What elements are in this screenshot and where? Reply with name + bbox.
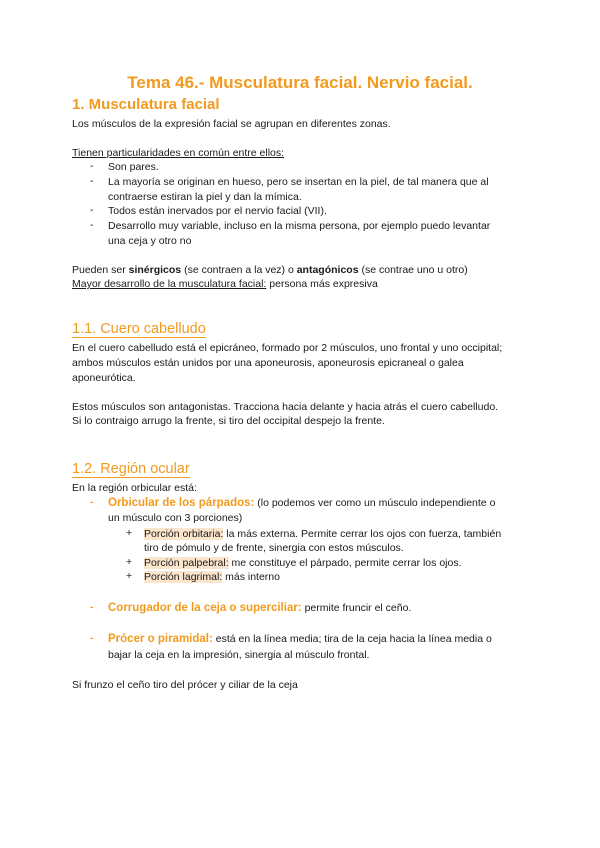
bullet-item: La mayoría se originan en hueso, pero se insertan en la piel, de tal manera que al <box>108 176 489 188</box>
corrugador-item: Corrugador de la ceja o superciliar: permite fruncir el ceño. <box>108 602 412 614</box>
procer-term: Prócer o piramidal: <box>108 633 213 645</box>
section-1-intro: Los músculos de la expresión facial se agrupan en diferentes zonas. <box>72 118 391 130</box>
bullet-dash: - <box>90 496 94 508</box>
common-label: Tienen particularidades en común entre ellos: <box>72 147 285 159</box>
bullet-item-continued: contraerse estiran la piel y dan la mímica. <box>108 191 302 203</box>
ocular-intro: En la región orbicular está: <box>72 482 197 494</box>
orbicular-item: Orbicular de los párpados: (lo podemos ver como un músculo independiente o <box>108 497 496 509</box>
mayor-desarrollo-line: Mayor desarrollo de la musculatura facial: persona más expresiva <box>72 278 378 290</box>
antagonist-paragraph-line: Si lo contraigo arrugo la frente, si tiro del occipital despejo la frente. <box>72 415 385 427</box>
bullet-dash: - <box>90 632 94 644</box>
synergy-line: Pueden ser sinérgicos (se contraen a la vez) o antagónicos (se contrae uno u otro) <box>72 264 468 276</box>
bullet-dash: - <box>90 601 94 613</box>
sub-item-palpebral: Porción palpebral: me constituye el párpado, permite cerrar los ojos. <box>144 557 462 569</box>
cuero-paragraph-line: ambos músculos están unidos por una aponeurosis, aponeurosis epicraneal o galea <box>72 357 464 369</box>
section-1-2-heading: 1.2. Región ocular <box>72 461 190 477</box>
final-note: Si frunzo el ceño tiro del prócer y ciliar de la ceja <box>72 679 298 691</box>
sub-item-orbitaria: Porción orbitaria: la más externa. Permite cerrar los ojos con fuerza, también <box>144 528 502 540</box>
cuero-paragraph-line: aponeurótica. <box>72 372 136 384</box>
orbicular-item-continued: un músculo con 3 porciones) <box>108 512 243 524</box>
bullet-dash: - <box>90 175 94 187</box>
sub-bullet-plus: + <box>126 570 133 582</box>
bullet-dash: - <box>90 160 94 172</box>
orbicular-term: Orbicular de los párpados: <box>108 497 255 509</box>
sub-bullet-plus: + <box>126 556 133 568</box>
bullet-dash: - <box>90 204 94 216</box>
bullet-item: Todos están inervados por el nervio facial (VII). <box>108 205 327 217</box>
antagonist-paragraph-line: Estos músculos son antagonistas. Tracciona hacia delante y hacia atrás el cuero cabelludo. <box>72 401 499 413</box>
bullet-item: Son pares. <box>108 161 159 173</box>
sub-item-continued: tiro de pómulo y de frente, sinergia con estos músculos. <box>144 542 404 554</box>
bullet-item-continued: una ceja y otro no <box>108 235 192 247</box>
section-1-heading: 1. Musculatura facial <box>72 96 220 113</box>
procer-item-continued: bajar la ceja en la impresión, sinergia al músculo frontal. <box>108 649 370 661</box>
sub-bullet-plus: + <box>126 527 133 539</box>
synergic-term: sinérgicos <box>128 264 182 276</box>
sub-item-lagrimal: Porción lagrimal: más interno <box>144 571 280 583</box>
bullet-dash: - <box>90 219 94 231</box>
bullet-item: Desarrollo muy variable, incluso en la misma persona, por ejemplo puedo levantar <box>108 220 491 232</box>
procer-item: Prócer o piramidal: está en la línea media; tira de la ceja hacia la línea media o <box>108 633 492 645</box>
section-1-1-heading: 1.1. Cuero cabelludo <box>72 321 206 337</box>
corrugador-term: Corrugador de la ceja o superciliar: <box>108 602 302 614</box>
document-title: Tema 46.- Musculatura facial. Nervio facial. <box>127 73 473 92</box>
antagonic-term: antagónicos <box>296 264 359 276</box>
cuero-paragraph-line: En el cuero cabelludo está el epicráneo, formado por 2 músculos, uno frontal y uno occipital; <box>72 342 503 354</box>
